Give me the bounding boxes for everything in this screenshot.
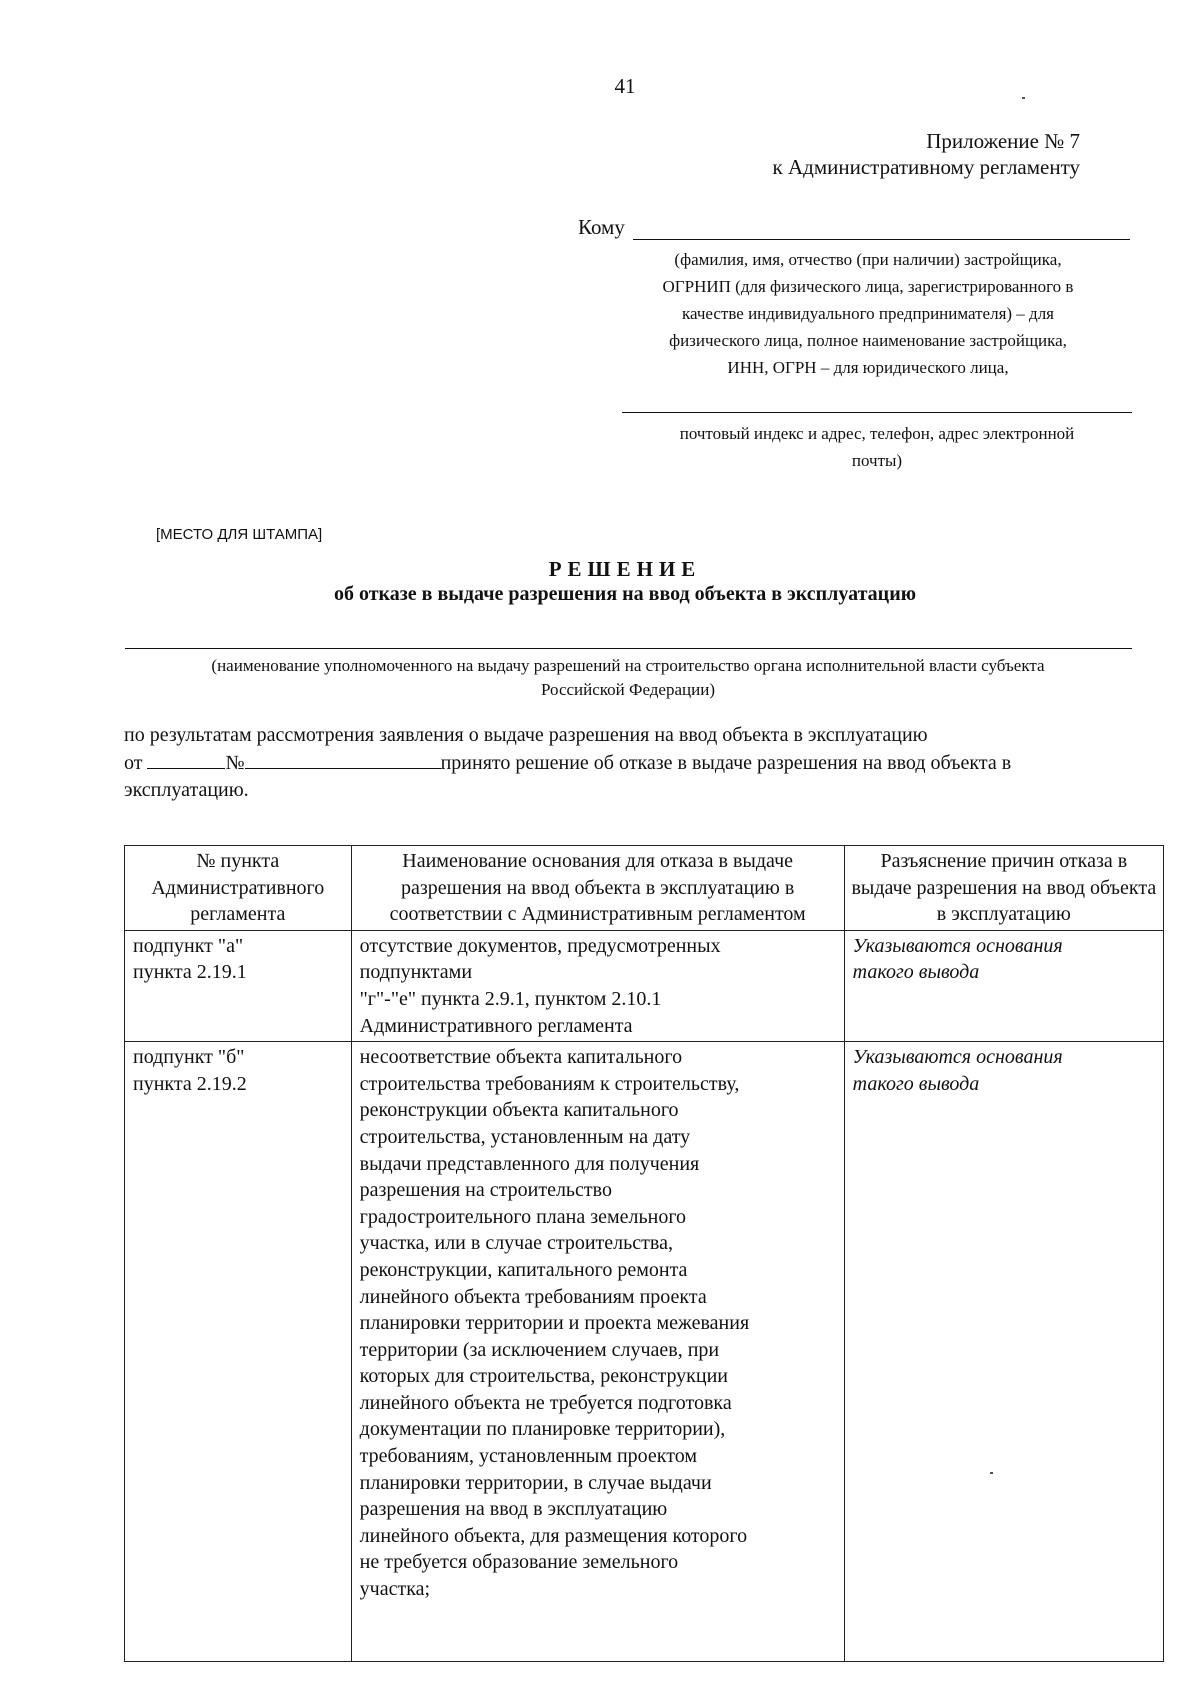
hint-line: Российской Федерации) bbox=[541, 680, 715, 699]
cell-line: разрешения на строительство bbox=[359, 1179, 612, 1202]
body-line: по результатам рассмотрения заявления о выдаче разрешения на ввод объекта в эксплуатацию bbox=[124, 724, 928, 746]
cell-line: "г"-"е" пункта 2.9.1, пунктом 2.10.1 bbox=[359, 987, 662, 1010]
cell-line: Указываются основания bbox=[852, 1046, 1063, 1069]
address-hint bbox=[618, 420, 1136, 474]
table-row bbox=[125, 1042, 1164, 1662]
cell-line: разрешения на ввод в эксплуатацию bbox=[359, 1498, 668, 1521]
reason-cell bbox=[351, 930, 844, 1041]
hint-line: ОГРНИП (для физического лица, зарегистрированного в bbox=[662, 277, 1074, 296]
header-reason: Наименование основания для отказа в выдаче разрешения на ввод объекта в эксплуатацию в соответствии с Административным регламентом bbox=[351, 846, 844, 931]
cell-line: строительства требованиям к строительству, bbox=[359, 1072, 740, 1095]
document-subtitle: об отказе в выдаче разрешения на ввод объекта в эксплуатацию bbox=[333, 583, 917, 605]
scan-speck bbox=[1022, 97, 1025, 99]
appendix-reference: к Административному регламенту bbox=[772, 155, 1080, 179]
date-label: от bbox=[124, 752, 143, 774]
appendix-header bbox=[773, 128, 1080, 180]
cell-line: пункта 2.19.2 bbox=[133, 1072, 247, 1095]
applicant-hint bbox=[610, 246, 1126, 381]
cell-line: участка, или в случае строительства, bbox=[359, 1232, 673, 1255]
cell-line: отсутствие документов, предусмотренных bbox=[359, 934, 721, 957]
cell-line: подпунктами bbox=[359, 961, 473, 984]
scan-speck bbox=[990, 1472, 993, 1474]
cell-line: такого вывода bbox=[852, 961, 980, 984]
clause-cell bbox=[125, 1042, 352, 1662]
hint-line: (фамилия, имя, отчество (при наличии) застройщика, bbox=[674, 250, 1062, 269]
document-title: РЕШЕНИЕ bbox=[548, 557, 702, 581]
clause-cell bbox=[125, 930, 352, 1041]
cell-line: участка; bbox=[359, 1578, 431, 1601]
hint-line: качестве индивидуального предпринимателя) – для bbox=[682, 304, 1054, 323]
appendix-number: Приложение № 7 bbox=[926, 129, 1080, 153]
recipient-line bbox=[578, 215, 1130, 240]
hint-line: (наименование уполномоченного на выдачу разрешений на строительство органа исполнительной власти субъекта bbox=[211, 656, 1045, 675]
cell-line: документации по планировке территории), bbox=[359, 1418, 726, 1441]
cell-line: линейного объекта требованиям проекта bbox=[359, 1285, 707, 1308]
reason-cell bbox=[351, 1042, 844, 1662]
page-number: 41 bbox=[614, 74, 636, 98]
cell-line: такого вывода bbox=[852, 1072, 980, 1095]
body-line: эксплуатацию. bbox=[124, 779, 249, 801]
cell-line: подпункт "б" bbox=[133, 1046, 245, 1069]
cell-line: требованиям, установленным проектом bbox=[359, 1445, 698, 1468]
decision-text bbox=[124, 722, 1136, 804]
header-explanation: Разъяснение причин отказа в выдаче разрешения на ввод объекта в эксплуатацию bbox=[844, 846, 1163, 931]
decision-statement: принято решение об отказе в выдаче разрешения на ввод объекта в bbox=[440, 752, 1012, 774]
cell-line: выдачи представленного для получения bbox=[359, 1152, 700, 1175]
number-blank bbox=[245, 749, 441, 769]
hint-line: почты) bbox=[851, 451, 903, 470]
recipient-blank bbox=[633, 217, 1130, 240]
cell-line: планировки территории и проекта межевания bbox=[359, 1312, 750, 1335]
cell-line: градостроительного плана земельного bbox=[359, 1205, 687, 1228]
authority-hint bbox=[122, 654, 1134, 702]
header-clause: № пункта Административного регламента bbox=[125, 846, 352, 931]
number-label: № bbox=[225, 752, 245, 774]
cell-line: реконструкции объекта капитального bbox=[359, 1099, 679, 1122]
recipient-label: Кому bbox=[578, 215, 625, 239]
date-blank bbox=[147, 749, 225, 769]
authority-blank bbox=[125, 648, 1132, 649]
cell-line: пункта 2.19.1 bbox=[133, 961, 247, 984]
cell-line: реконструкции, капитального ремонта bbox=[359, 1258, 688, 1281]
cell-line: строительства, установленным на дату bbox=[359, 1125, 691, 1148]
explanation-cell bbox=[844, 930, 1163, 1041]
cell-line: которых для строительства, реконструкции bbox=[359, 1365, 729, 1388]
address-blank bbox=[622, 412, 1132, 413]
cell-line: территории (за исключением случаев, при bbox=[359, 1338, 720, 1361]
body-line bbox=[124, 749, 1136, 777]
cell-line: Административного регламента bbox=[359, 1014, 633, 1037]
explanation-cell bbox=[844, 1042, 1163, 1662]
refusal-reasons-table bbox=[124, 845, 1164, 1662]
cell-line: Указываются основания bbox=[852, 934, 1063, 957]
cell-line: линейного объекта, для размещения которого bbox=[359, 1524, 748, 1547]
cell-line: не требуется образование земельного bbox=[359, 1551, 679, 1574]
cell-line: подпункт "а" bbox=[133, 934, 244, 957]
hint-line: почтовый индекс и адрес, телефон, адрес электронной bbox=[679, 424, 1075, 443]
cell-line: несоответствие объекта капитального bbox=[359, 1046, 683, 1069]
hint-line: ИНН, ОГРН – для юридического лица, bbox=[727, 358, 1009, 377]
table-header-row bbox=[125, 846, 1164, 931]
cell-line: планировки территории, в случае выдачи bbox=[359, 1471, 712, 1494]
table-row bbox=[125, 930, 1164, 1041]
cell-line: линейного объекта не требуется подготовка bbox=[359, 1391, 732, 1414]
stamp-placeholder: [МЕСТО ДЛЯ ШТАМПА] bbox=[156, 526, 323, 543]
hint-line: физического лица, полное наименование застройщика, bbox=[669, 331, 1067, 350]
